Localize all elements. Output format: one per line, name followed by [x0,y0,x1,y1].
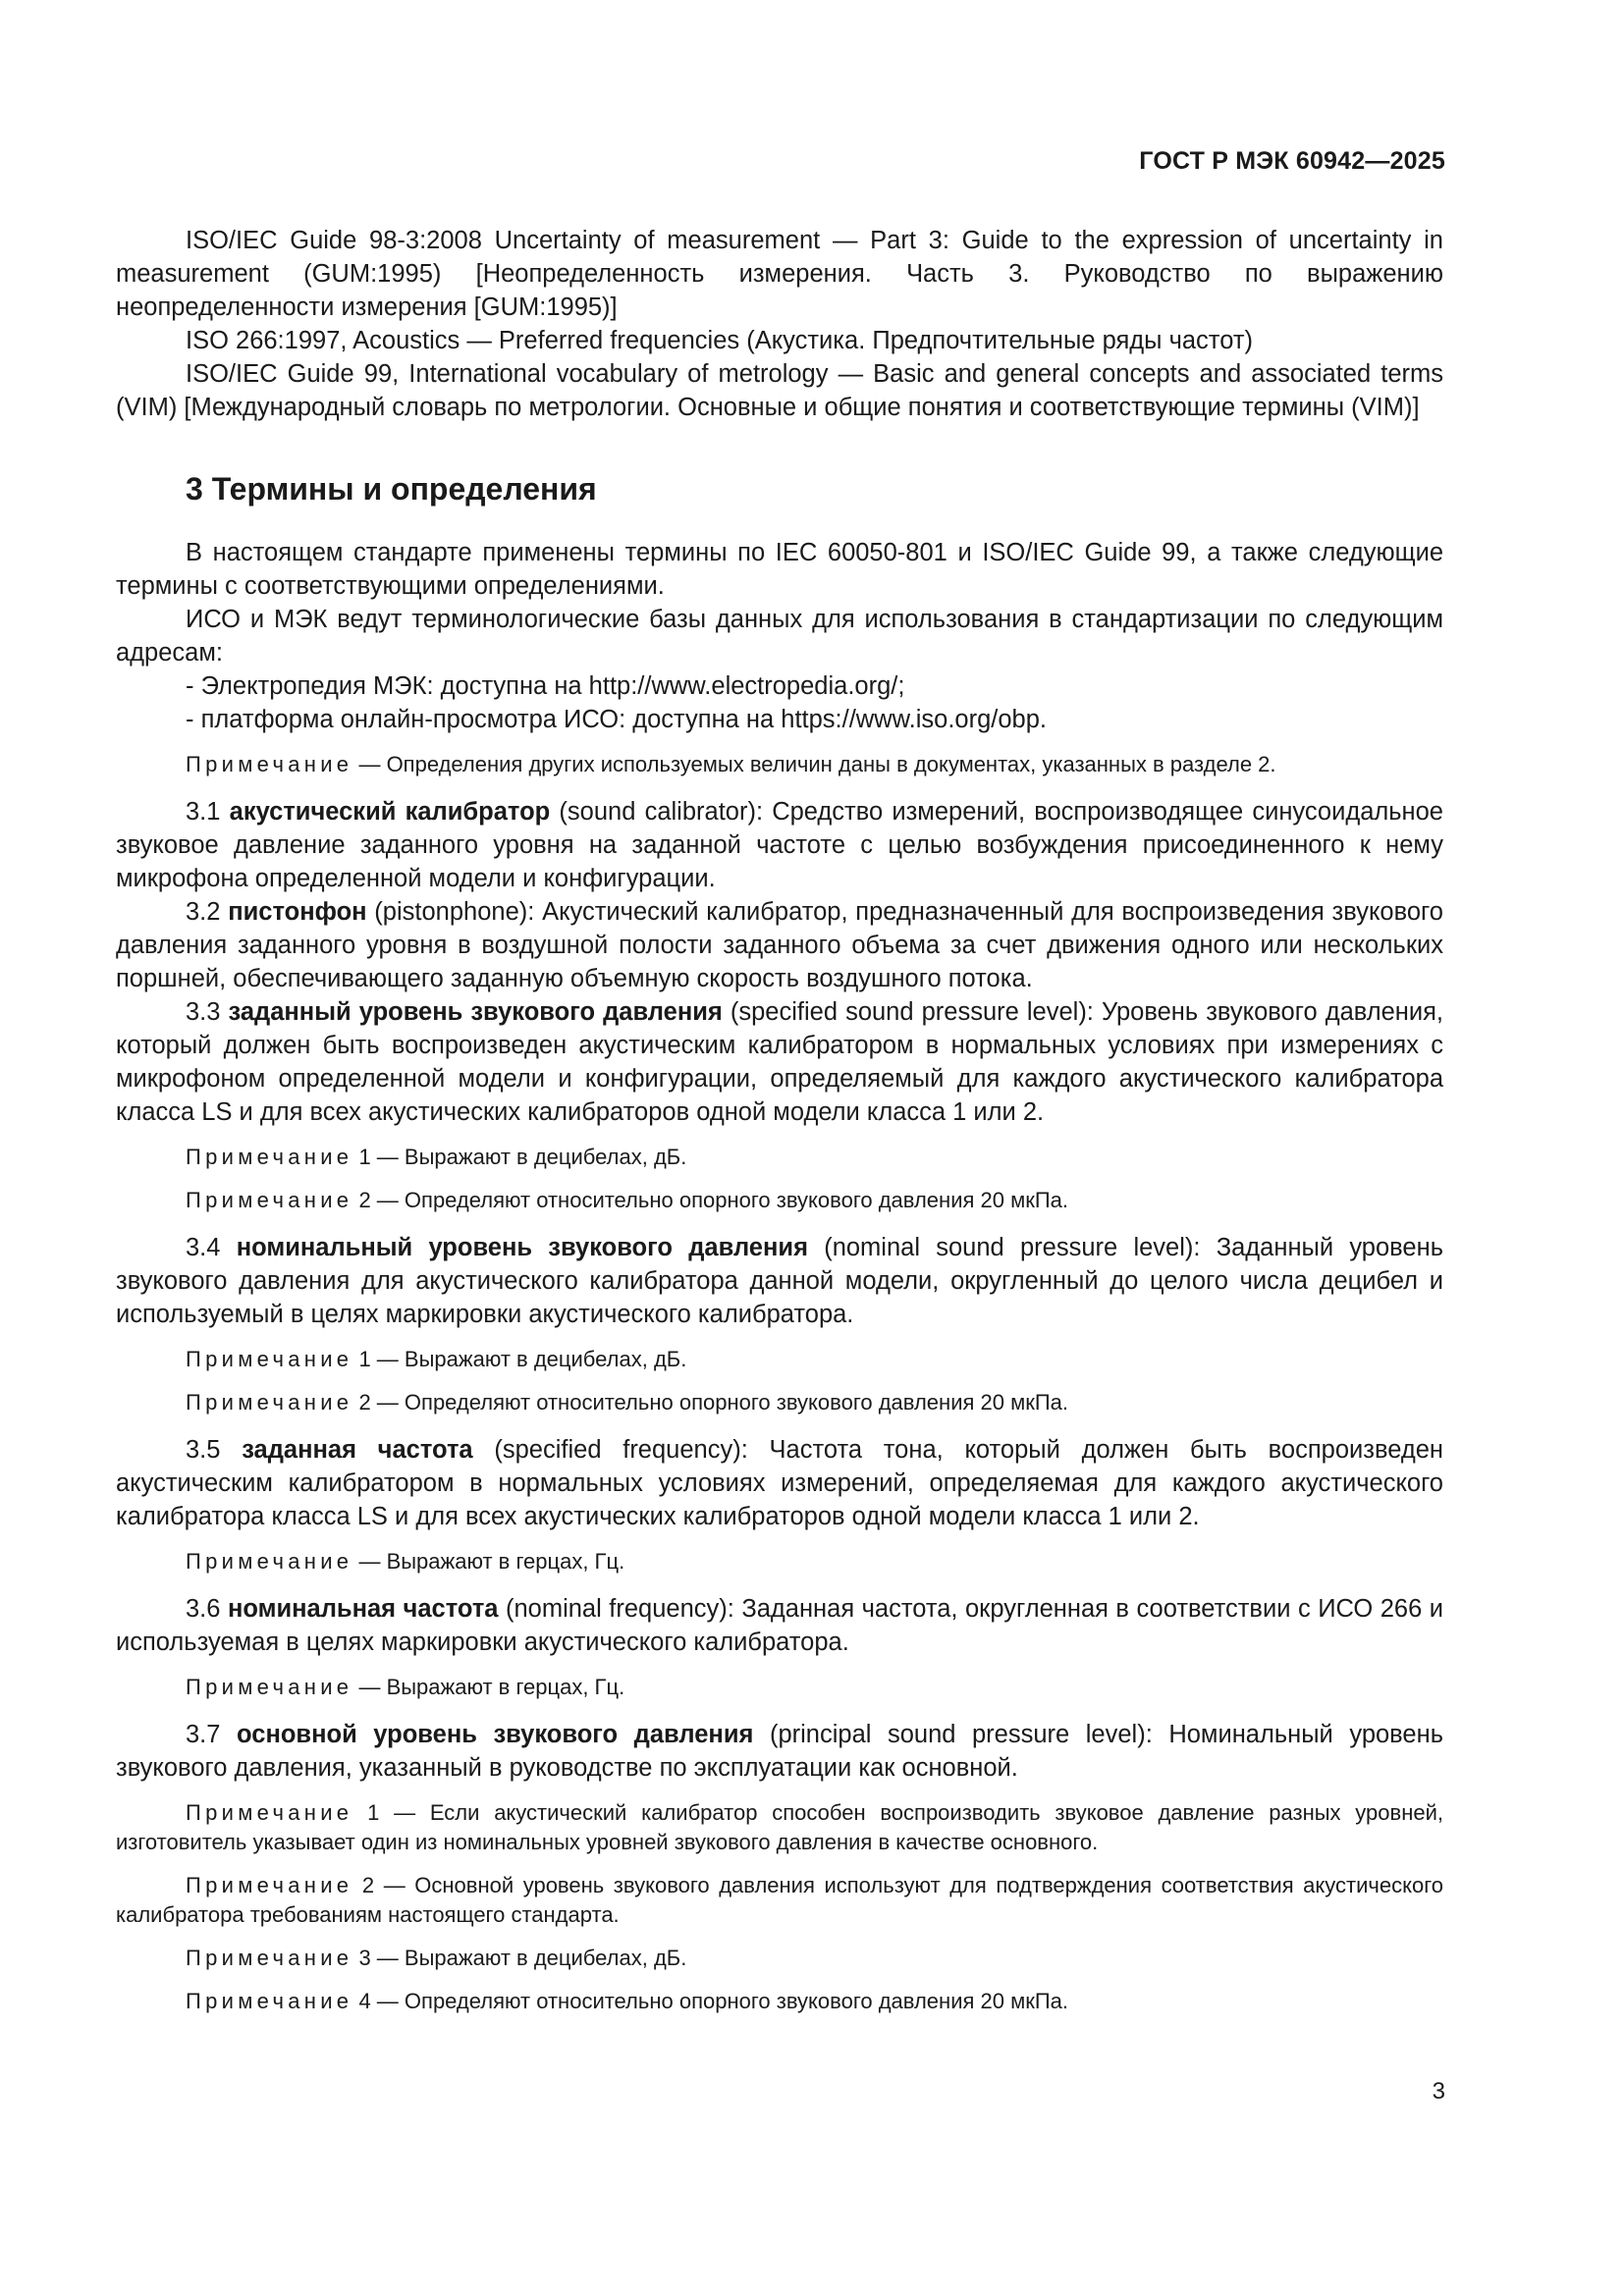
reference-item: ISO 266:1997, Acoustics — Preferred frequencies (Акустика. Предпочтительные ряды частот) [186,327,1253,354]
term-number: 3.4 [186,1234,237,1261]
term-number: 3.3 [186,998,229,1026]
term-name: заданная частота [242,1436,473,1464]
list-item: - Электропедия МЭК: доступна на http://www.electropedia.org/; [186,672,905,700]
term-text: (principal sound pressure level): Номинальный уровень звукового давления, указанный в руководстве по эксплуатации как основной. [116,1721,1443,1782]
normative-references [116,224,1443,424]
page-number: 3 [1432,2078,1445,2105]
term-text: (sound calibrator): Средство измерений, воспроизводящее синусоидальное звуковое давление заданного уровня на заданной частоте с целью возбуждения присоединенного к нему микрофона определенной модели и конфигурации. [116,798,1443,892]
note [116,1673,1443,1702]
note-label: Примечание [186,1188,353,1212]
term-name: номинальная частота [227,1595,499,1623]
term-number: 3.7 [186,1721,238,1748]
note-text: 3 — Выражают в децибелах, дБ. [352,1946,687,1970]
term-name: номинальный уровень звукового давления [236,1234,808,1261]
section-title: 3 Термины и определения [186,471,597,507]
term-text: (nominal frequency): Заданная частота, округленная в соответствии с ИСО 266 и используемая в целях маркировки акустического калибратора. [116,1595,1443,1656]
note [116,1547,1443,1576]
term-number: 3.2 [186,898,229,926]
list-item: - платформа онлайн-просмотра ИСО: доступна на https://www.iso.org/obp. [186,706,1047,733]
term-text: (pistonphone): Акустический калибратор, предназначенный для воспроизведения звукового давления заданного уровня в воздушной полости заданного объема за счет движения одного или нескольких поршней, обеспечивающего заданную объемную скорость воздушного потока. [116,898,1443,992]
note [116,1798,1443,1857]
term-definition [116,1718,1443,1785]
note-label: Примечание [186,1390,353,1415]
note-label: Примечание [186,1800,353,1825]
note [116,1186,1443,1215]
note-text: — Выражают в герцах, Гц. [352,1675,625,1699]
term-name: акустический калибратор [229,798,551,826]
term-definition [116,795,1443,895]
note-label: Примечание [186,1873,353,1897]
term-name: заданный уровень звукового давления [228,998,723,1026]
note-text: — Выражают в герцах, Гц. [352,1549,625,1574]
note-label: Примечание [186,1145,353,1169]
term-definition [116,1592,1443,1659]
note-text: — Определения других используемых величин даны в документах, указанных в разделе 2. [352,752,1276,776]
note [116,1388,1443,1417]
note [116,1944,1443,1973]
note [116,750,1443,779]
note [116,1987,1443,2016]
term-definition [116,995,1443,1129]
section-intro: ИСО и МЭК ведут терминологические базы данных для использования в стандартизации по следующим адресам: [116,606,1443,667]
note-text: 1 — Если акустический калибратор способен воспроизводить звуковое давление разных уровней, изготовитель указывает один из номинальных уровней звукового давления в качестве основного. [116,1800,1443,1854]
note-text: 2 — Определяют относительно опорного звукового давления 20 мкПа. [352,1188,1068,1212]
reference-item: ISO/IEC Guide 99, International vocabulary of metrology — Basic and general concepts and associated terms (VIM) [Международный словарь по метрологии. Основные и общие понятия и соответствующие термины (VIM)] [116,360,1443,421]
note-label: Примечание [186,1549,353,1574]
term-definition [116,1231,1443,1331]
term-text: (specified frequency): Частота тона, который должен быть воспроизведен акустическим калибратором в нормальных условиях измерений, определяемая для каждого акустического калибратора класса LS и для всех акустических калибраторов одной модели класса 1 или 2. [116,1436,1443,1530]
term-text: (nominal sound pressure level): Заданный уровень звукового давления для акустического калибратора данной модели, округленный до целого числа децибел и используемый в целях маркировки акустического калибратора. [116,1234,1443,1328]
term-definition [116,1433,1443,1533]
note [116,1345,1443,1374]
section-intro: В настоящем стандарте применены термины по IEC 60050-801 и ISO/IEC Guide 99, а также следующие термины с соответствующими определениями. [116,539,1443,600]
note-label: Примечание [186,752,353,776]
term-number: 3.1 [186,798,230,826]
note-label: Примечание [186,1347,353,1371]
note-label: Примечание [186,1675,353,1699]
note-label: Примечание [186,1989,353,2013]
page-content [116,224,1443,2016]
note-text: 4 — Определяют относительно опорного звукового давления 20 мкПа. [352,1989,1068,2013]
note [116,1143,1443,1172]
document-header: ГОСТ Р МЭК 60942—2025 [1139,147,1445,175]
term-definition [116,895,1443,995]
term-name: основной уровень звукового давления [237,1721,754,1748]
note-text: 1 — Выражают в децибелах, дБ. [352,1145,687,1169]
term-number: 3.6 [186,1595,228,1623]
note [116,1871,1443,1930]
note-text: 1 — Выражают в децибелах, дБ. [352,1347,687,1371]
term-text: (specified sound pressure level): Уровень звукового давления, который должен быть воспроизведен акустическим калибратором в нормальных условиях при измерениях с микрофоном определенной модели и конфигурации, определяемый для каждого акустического калибратора класса LS и для всех акустических калибраторов одной модели класса 1 или 2. [116,998,1444,1126]
term-number: 3.5 [186,1436,243,1464]
note-label: Примечание [186,1946,353,1970]
note-text: 2 — Определяют относительно опорного звукового давления 20 мкПа. [352,1390,1068,1415]
term-name: пистонфон [228,898,367,926]
reference-item: ISO/IEC Guide 98-3:2008 Uncertainty of measurement — Part 3: Guide to the expression of uncertainty in measurement (GUM:1995) [Неопределенность измерения. Часть 3. Руководство по выражению неопределенности измерения [GUM:1995)] [116,227,1443,321]
note-text: 2 — Основной уровень звукового давления используют для подтверждения соответствия акустического калибратора требованиям настоящего стандарта. [116,1873,1443,1927]
